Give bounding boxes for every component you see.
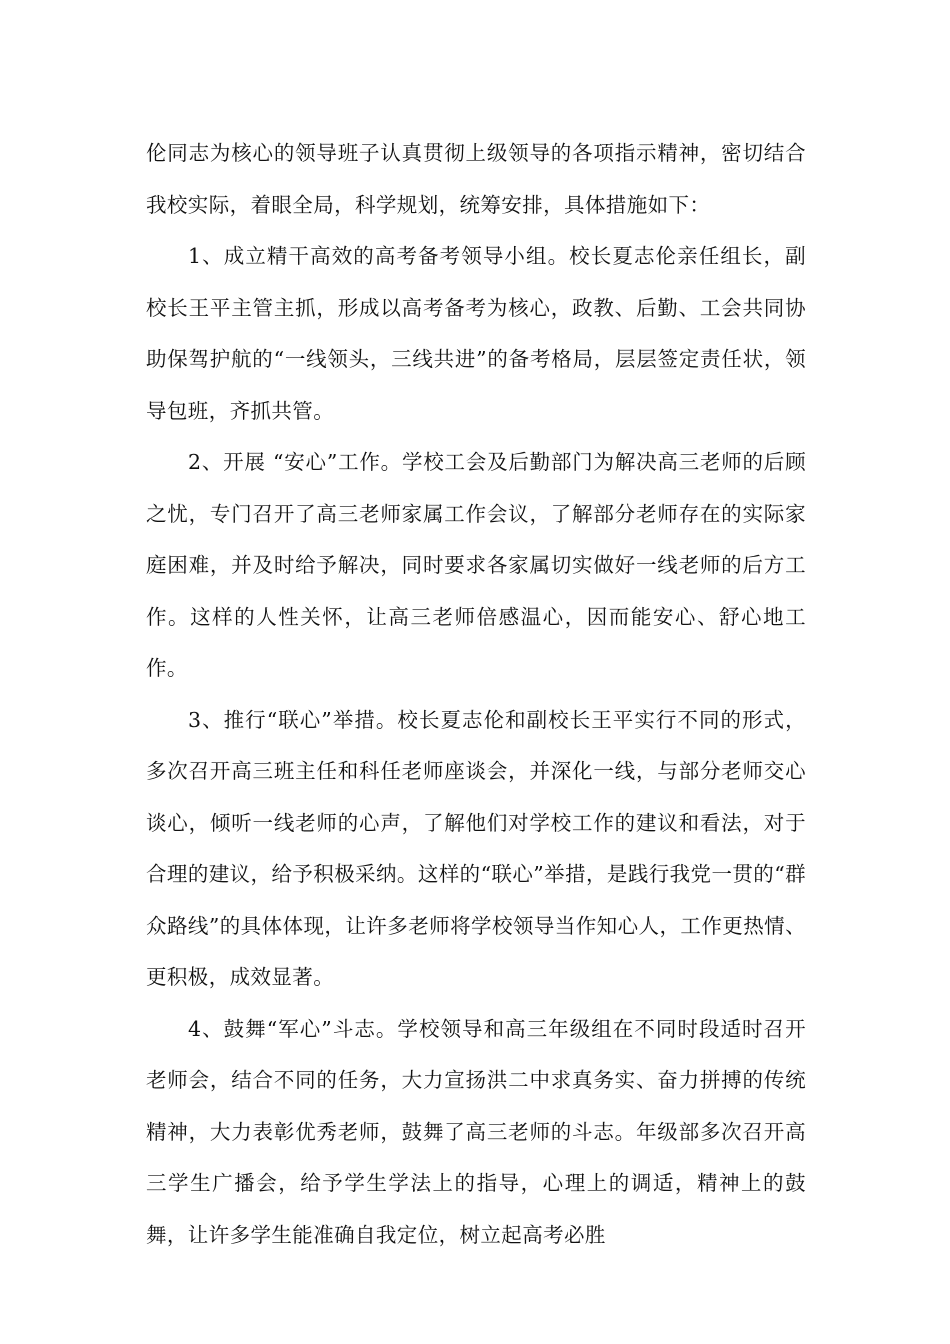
document-body [146, 128, 806, 1261]
paragraph-measure-3: 3、推行“联心”举措。校长夏志伦和副校长王平实行不同的形式，多次召开高三班主任和科任老师座谈会，并深化一线，与部分老师交心谈心，倾听一线老师的心声，了解他们对学校工作的建议和看法，对于合理的建议，给予积极采纳。这样的“联心”举措，是践行我党一贯的“群众路线”的具体体现，让许多老师将学校领导当作知心人，工作更热情、更积极，成效显著。 [146, 707, 806, 989]
paragraph-measure-4: 4、鼓舞“军心”斗志。学校领导和高三年级组在不同时段适时召开老师会，结合不同的任务，大力宣扬洪二中求真务实、奋力拼搏的传统精神，大力表彰优秀老师，鼓舞了高三老师的斗志。年级部多次召开高三学生广播会，给予学生学法上的指导，心理上的调适，精神上的鼓舞，让许多学生能准确自我定位，树立起高考必胜 [146, 1016, 806, 1247]
paragraph-measure-2: 2、开展 “安心”工作。学校工会及后勤部门为解决高三老师的后顾之忧，专门召开了高三老师家属工作会议，了解部分老师存在的实际家庭困难，并及时给予解决，同时要求各家属切实做好一线老师的后方工作。这样的人性关怀，让高三老师倍感温心，因而能安心、舒心地工作。 [146, 450, 806, 680]
paragraph-intro-continued: 伦同志为核心的领导班子认真贯彻上级领导的各项指示精神，密切结合我校实际，着眼全局，科学规划，统筹安排，具体措施如下： [146, 141, 806, 217]
paragraph-measure-1: 1、成立精干高效的高考备考领导小组。校长夏志伦亲任组长，副校长王平主管主抓，形成以高考备考为核心，政教、后勤、工会共同协助保驾护航的“一线领头，三线共进”的备考格局，层层签定责任状，领导包班，齐抓共管。 [146, 244, 806, 423]
